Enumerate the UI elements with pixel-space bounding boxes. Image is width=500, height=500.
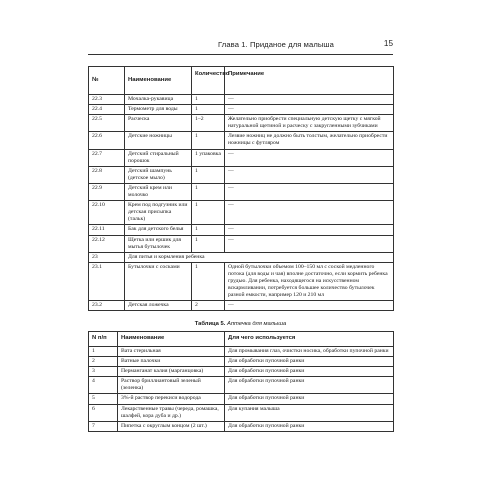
table-cell: Для обработки пупочной ранки [225,357,394,367]
table-cell: 22.3 [89,95,125,105]
column-header: Наименование [118,332,225,347]
table-cell: — [225,201,394,225]
table-cell: — [225,95,394,105]
table-cell: Лекарственные травы (череда, ромашка, шалфей, кора дуба и др.) [118,404,225,421]
table-cell: — [225,235,394,252]
table-row [89,377,394,394]
chapter-title: Глава 1. Приданое для малыша [218,40,334,49]
table-row [89,105,394,115]
table-cell: — [225,225,394,235]
table-cell: 3 [89,367,118,377]
table-cell: 5 [89,394,118,404]
table-cell: 2 [89,357,118,367]
table-cell: Термометр для воды [125,105,192,115]
column-header: Количество [192,67,225,95]
table-row [89,404,394,421]
table-cell: 1 [192,105,225,115]
table-row [89,347,394,357]
table-row [89,95,394,105]
table-row [89,262,394,300]
table-cell: 22.7 [89,149,125,166]
table-row [89,132,394,149]
table-cell: Детский шампунь (детское мыло) [125,166,192,183]
table-cell: 22.12 [89,235,125,252]
table-cell: Раствор бриллиантовый зеленый (зеленка) [118,377,225,394]
table-cell: — [225,301,394,311]
table-row [89,166,394,183]
table-header-row [89,332,394,347]
table-cell: 1 [192,132,225,149]
table-cell: Детский крем или молочко [125,183,192,200]
table-row [89,149,394,166]
table-cell: Ватные палочки [118,357,225,367]
table-cell: Щетка или ершик для мытья бутылочек [125,235,192,252]
caption-text: Аптечка для малыша [226,321,287,327]
table-row [89,367,394,377]
column-header: Примечание [225,67,394,95]
table-cell: Одной бутылочки объемом 100–150 мл с соской медленного потока (для воды и чая) вполне достаточно, если кормить ребенка грудью. Для ребенка, находящегося на искусственном вскармливании, потребуется большее количество бутылочек разной емкости, например 120 и 210 мл [225,262,394,300]
table-cell: — [225,166,394,183]
table-cell: Бак для детского белья [125,225,192,235]
table-row [89,225,394,235]
column-header: Для чего используется [225,332,394,347]
table-row [89,115,394,132]
table-cell: 3%-й раствор перекиси водорода [118,394,225,404]
table-cell: — [225,149,394,166]
table-cell: Детский стиральный порошок [125,149,192,166]
table-cell: 23.2 [89,301,125,311]
table-cell: — [225,105,394,115]
table-cell: 1 [192,201,225,225]
table-cell: 1 [192,183,225,200]
table-cell: 23.1 [89,262,125,300]
table-cell: 1 [192,235,225,252]
table-cell: 22.8 [89,166,125,183]
table-cell: 23 [89,252,125,262]
table-cell: 6 [89,404,118,421]
table-cell: 1 [192,262,225,300]
table-cell: Желательно приобрести специальную детскую щетку с мягкой натуральной щетиной и расческу с закругленными зубчиками [225,115,394,132]
table-cell: 1 [192,166,225,183]
table-cell: Вата стерильная [118,347,225,357]
column-header: № [89,67,125,95]
table-cell: Детская ложечка [125,301,192,311]
table-cell: 22.5 [89,115,125,132]
table-cell: — [225,183,394,200]
table-section-row [89,252,394,262]
table-cell: 1 упаковка [192,149,225,166]
table-cell: 22.10 [89,201,125,225]
table-header-row [89,67,394,95]
table-cell: 22.4 [89,105,125,115]
table-cell: 4 [89,377,118,394]
table-cell: 2 [192,301,225,311]
table-cell: Мочалка-рукавица [125,95,192,105]
table-cell: 7 [89,421,118,431]
table-cell: 22.6 [89,132,125,149]
table-row [89,235,394,252]
table-cell: Перманганат калия (марганцовка) [118,367,225,377]
table-cell: Бутылочки с сосками [125,262,192,300]
table-cell: 22.11 [89,225,125,235]
table-cell: 1 [192,225,225,235]
table-cell: Крем под подгузник или детская присыпка (тальк) [125,201,192,225]
table-row [89,201,394,225]
table-row [89,357,394,367]
running-header [88,38,393,55]
table-cell: Для промывания глаз, очистки носика, обработки пупочной ранки [225,347,394,357]
column-header: Наименование [125,67,192,95]
table-cell: 1–2 [192,115,225,132]
table-cell: Лезвие ножниц не должно быть толстым, желательно приобрести ножницы с футляром [225,132,394,149]
table-row [89,183,394,200]
table-row [89,421,394,431]
inventory-table [88,66,394,311]
table-cell: 1 [89,347,118,357]
table-cell: Расческа [125,115,192,132]
column-header: N п/п [89,332,118,347]
table-cell: Детские ножницы [125,132,192,149]
section-heading: Для питья и кормления ребенка [125,252,394,262]
table-cell: Для обработки пупочной ранки [225,394,394,404]
table-caption [88,321,393,327]
first-aid-kit-table [88,331,394,432]
table-cell: 1 [192,95,225,105]
table-cell: Для обработки пупочной ранки [225,377,394,394]
table-cell: Для купания малыша [225,404,394,421]
caption-label: Таблица 5. [194,321,226,327]
table-cell: 22.9 [89,183,125,200]
page-number: 15 [383,39,393,48]
table-cell: Пипетка с округлым концом (2 шт.) [118,421,225,431]
table-cell: Для обработки пупочной ранки [225,367,394,377]
table-row [89,301,394,311]
table-row [89,394,394,404]
table-cell: Для обработки пупочной ранки [225,421,394,431]
